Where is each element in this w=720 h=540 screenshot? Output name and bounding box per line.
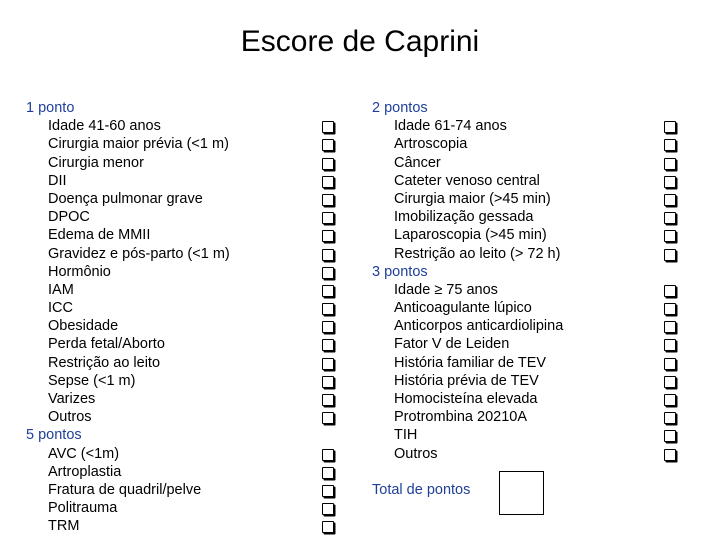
criterion-item: Idade ≥ 75 anos <box>394 281 498 298</box>
checkbox-icon[interactable] <box>322 230 334 242</box>
criterion-item: TRM <box>48 518 80 535</box>
checkbox-icon[interactable] <box>664 285 676 297</box>
criterion-item: História prévia de TEV <box>394 372 539 389</box>
criterion-item: Cirurgia maior prévia (<1 m) <box>48 136 229 153</box>
checkbox-icon[interactable] <box>322 521 334 533</box>
criterion-item: Outros <box>48 409 92 426</box>
checkbox-icon[interactable] <box>664 358 676 370</box>
checkbox-icon[interactable] <box>322 121 334 133</box>
checkbox-icon[interactable] <box>322 176 334 188</box>
checkbox-icon[interactable] <box>322 267 334 279</box>
criterion-item: Idade 41-60 anos <box>48 118 161 135</box>
criterion-item: DII <box>48 172 67 189</box>
checkbox-icon[interactable] <box>664 430 676 442</box>
checkbox-icon[interactable] <box>664 176 676 188</box>
checkbox-icon[interactable] <box>322 358 334 370</box>
criterion-item: Artroplastia <box>48 463 122 480</box>
checkbox-icon[interactable] <box>322 412 334 424</box>
checkbox-icon[interactable] <box>322 339 334 351</box>
criterion-item: Fratura de quadril/pelve <box>48 481 202 498</box>
criterion-item: TIH <box>394 427 418 444</box>
criterion-item: Cateter venoso central <box>394 172 540 189</box>
checkbox-icon[interactable] <box>322 485 334 497</box>
criterion-item: Imobilização gessada <box>394 209 534 226</box>
criterion-item: Fator V de Leiden <box>394 336 510 353</box>
checkbox-icon[interactable] <box>664 230 676 242</box>
checkbox-icon[interactable] <box>664 321 676 333</box>
checkbox-icon[interactable] <box>664 212 676 224</box>
checkbox-icon[interactable] <box>664 412 676 424</box>
criterion-item: Câncer <box>394 154 441 171</box>
checkbox-icon[interactable] <box>664 249 676 261</box>
criterion-item: DPOC <box>48 209 90 226</box>
checkbox-icon[interactable] <box>664 394 676 406</box>
checkbox-icon[interactable] <box>322 194 334 206</box>
checkbox-icon[interactable] <box>322 394 334 406</box>
criterion-item: Homocisteína elevada <box>394 391 538 407</box>
checkbox-icon[interactable] <box>322 249 334 261</box>
right-criteria-column <box>372 99 563 463</box>
checkbox-icon[interactable] <box>664 139 676 151</box>
criterion-item: Restrição ao leito (> 72 h) <box>394 245 561 262</box>
total-points-box[interactable] <box>499 471 544 515</box>
criterion-item: Idade 61-74 anos <box>394 118 507 135</box>
checkbox-icon[interactable] <box>664 449 676 461</box>
criterion-item: Gravidez e pós-parto (<1 m) <box>48 245 230 262</box>
checkbox-icon[interactable] <box>664 376 676 388</box>
criterion-item: Perda fetal/Aborto <box>48 336 165 353</box>
checkbox-icon[interactable] <box>322 158 334 170</box>
left-criteria-column <box>26 99 230 536</box>
criterion-item: Restrição ao leito <box>48 354 161 371</box>
criterion-item: IAM <box>48 281 74 298</box>
criterion-item: Politrauma <box>48 500 118 517</box>
checkbox-icon[interactable] <box>664 121 676 133</box>
criterion-item: Doença pulmonar grave <box>48 190 203 207</box>
points-group-label: 1 ponto <box>26 100 75 116</box>
criterion-item: Laparoscopia (>45 min) <box>394 227 547 244</box>
points-group-label: 5 pontos <box>26 427 82 444</box>
total-points-label: Total de pontos <box>372 482 471 498</box>
criterion-item: ICC <box>48 300 73 317</box>
checkbox-icon[interactable] <box>322 139 334 151</box>
points-group-label: 3 pontos <box>372 263 428 280</box>
checkbox-icon[interactable] <box>322 503 334 515</box>
checkbox-icon[interactable] <box>664 339 676 351</box>
checkbox-icon[interactable] <box>664 158 676 170</box>
page-title: Escore de Caprini <box>240 25 480 58</box>
criterion-item: Outros <box>394 445 438 462</box>
criterion-item: Varizes <box>48 391 96 407</box>
criterion-item: Protrombina 20210A <box>394 409 527 426</box>
criterion-item: AVC (<1m) <box>48 445 120 462</box>
checkbox-icon[interactable] <box>322 303 334 315</box>
criterion-item: Edema de MMII <box>48 227 151 244</box>
criterion-item: Anticorpos anticardiolipina <box>394 318 564 335</box>
criterion-item: Cirurgia menor <box>48 154 144 171</box>
checkbox-icon[interactable] <box>322 321 334 333</box>
criterion-item: Obesidade <box>48 318 119 335</box>
checkbox-icon[interactable] <box>322 285 334 297</box>
checkbox-icon[interactable] <box>322 449 334 461</box>
criterion-item: Sepse (<1 m) <box>48 372 136 389</box>
checkbox-icon[interactable] <box>322 376 334 388</box>
criterion-item: Anticoagulante lúpico <box>394 300 532 317</box>
points-group-label: 2 pontos <box>372 100 428 116</box>
checkbox-icon[interactable] <box>322 467 334 479</box>
criterion-item: Artroscopia <box>394 136 468 153</box>
checkbox-icon[interactable] <box>664 194 676 206</box>
checkbox-icon[interactable] <box>664 303 676 315</box>
criterion-item: História familiar de TEV <box>394 354 547 371</box>
criterion-item: Hormônio <box>48 263 111 280</box>
criterion-item: Cirurgia maior (>45 min) <box>394 190 551 207</box>
checkbox-icon[interactable] <box>322 212 334 224</box>
